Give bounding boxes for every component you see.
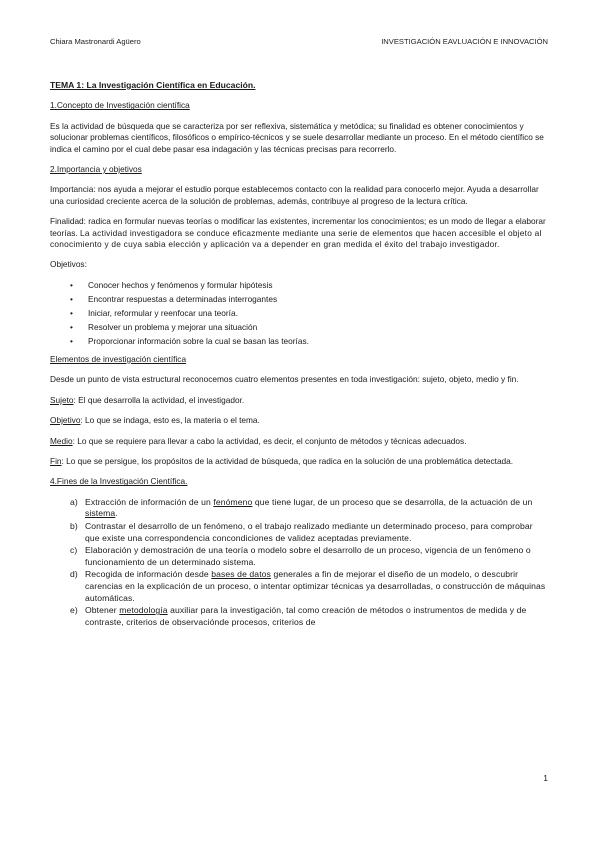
list-item: • Encontrar respuestas a determinadas interrogantes	[70, 293, 278, 304]
element-medio: Medio: Lo que se requiere para llevar a cabo la actividad, es decir, el conjunto de métodos y técnicas adecuados.	[50, 435, 467, 446]
link-bases-de-datos[interactable]: bases de datos	[211, 569, 271, 580]
bullet-icon: •	[70, 335, 73, 346]
list-marker: b)	[70, 520, 78, 531]
page-title: TEMA 1: La Investigación Científica en Educación.	[50, 80, 256, 90]
finalidad-text: Finalidad: radica en formular nuevas teorías o modificar las existentes, incrementar los conocimientos; es un modo de llegar a elaborar teorías.	[50, 216, 546, 238]
element-objetivo: Objetivo: Lo que se indaga, esto es, la materia o el tema.	[50, 415, 260, 426]
section-heading-elementos: Elementos de investigación científica	[50, 353, 187, 364]
objetivos-label: Objetivos:	[50, 259, 87, 270]
paragraph-finalidad	[50, 216, 546, 250]
list-item: b) Contrastar el desarrollo de un fenómeno, o el trabajo realizado mediante un determinado proceso, para comprobar que existe una correspondencia concondiciones de validez aceptadas previamente.	[70, 520, 533, 543]
paragraph-concepto: Es la actividad de búsqueda que se caracteriza por ser reflexiva, sistemática y metódica; su finalidad es obtener conocimientos y solucionar problemas científicos, filosóficos o empírico-técnicos y se suele desarrollar mediante un proceso. En el método científico se indica el camino por el cual debe pasar esa indagación y las técnicas precisas para recorrerlo.	[50, 120, 544, 154]
objetivos-list	[50, 280, 546, 347]
element-sujeto: Sujeto: El que desarrolla la actividad, el investigador.	[50, 394, 245, 405]
element-label: Sujeto	[50, 394, 74, 405]
link-sistema[interactable]: sistema	[85, 508, 116, 519]
element-fin: Fin: Lo que se persigue, los propósitos de la actividad de búsqueda, que radica en la solución de una problemática detectada.	[50, 455, 514, 466]
list-item: c) Elaboración y demostración de una teoría o modelo sobre el desarrollo de un proceso, vigencia de un fenómeno o funcionamiento de un determinado sistema.	[70, 545, 531, 567]
list-item: • Conocer hechos y fenómenos y formular hipótesis	[70, 279, 273, 290]
paragraph-importancia: Importancia: nos ayuda a mejorar el estudio porque establecemos contacto con la realidad para conocerlo mejor. Ayuda a desarrollar una curiosidad creciente acerca de la solución de problemas, además, contribuye al progreso de la lectura crítica.	[50, 184, 539, 206]
list-item: e) Obtener metodología auxiliar para la investigación, tal como creación de métodos o instrumentos de medida y de contraste, criterios de observaciónde procesos, criterios de	[70, 605, 527, 627]
bullet-icon: •	[70, 279, 73, 290]
section-heading-importancia: 2.Importancia y objetivos	[50, 164, 142, 175]
fines-list	[50, 497, 546, 629]
element-label: Fin	[50, 455, 62, 466]
paragraph-elementos-intro: Desde un punto de vista estructural reconocemos cuatro elementos presentes en toda investigación: sujeto, objeto, medio y fin.	[50, 374, 519, 385]
bullet-icon: •	[70, 293, 73, 304]
element-label: Objetivo	[50, 415, 81, 426]
page-number: 1	[543, 773, 548, 783]
link-fenomeno[interactable]: fenómeno	[213, 496, 253, 507]
section-heading-fines: 4.Fines de la Investigación Científica.	[50, 476, 188, 487]
element-label: Medio	[50, 435, 73, 446]
header-course: INVESTIGACIÓN EAVLUACIÓN E INNOVACIÓN	[381, 37, 548, 46]
list-item: • Proporcionar información sobre la cual se basan las teorías.	[70, 335, 309, 346]
list-item: • Resolver un problema y mejorar una situación	[70, 321, 258, 332]
list-marker: e)	[70, 605, 78, 616]
link-metodologia[interactable]: metodología	[119, 605, 168, 616]
bullet-icon: •	[70, 321, 73, 332]
list-item: • Iniciar, reformular y reenfocar una teoría.	[70, 307, 238, 318]
list-marker: c)	[70, 545, 78, 556]
list-marker: a)	[70, 496, 78, 507]
section-heading-concepto: 1.Concepto de Investigación científica	[50, 100, 190, 111]
header-author: Chiara Mastronardi Agüero	[50, 37, 141, 46]
list-item: d) Recogida de información desde bases de datos generales a fin de mejorar el diseño de un modelo, o descubrir carencias en la explicación de un proceso, o intentar optimizar técnicas ya desarrolladas, o construcción de máquinas automáticas.	[70, 569, 546, 603]
bullet-icon: •	[70, 307, 73, 318]
list-item: a) Extracción de información de un fenómeno que tiene lugar, de un proceso que se desarrolla, de la actuación de un sistema.	[70, 496, 533, 519]
document-body	[50, 80, 546, 629]
finalidad-text-continued: La actividad investigadora se conduce eficazmente mediante una serie de elementos que hacen accesible el objeto al conocimiento y de cuya sabia elección y aplicación va a depender en gran medida el éxito del trabajo investigador.	[50, 227, 542, 250]
list-marker: d)	[70, 569, 78, 580]
